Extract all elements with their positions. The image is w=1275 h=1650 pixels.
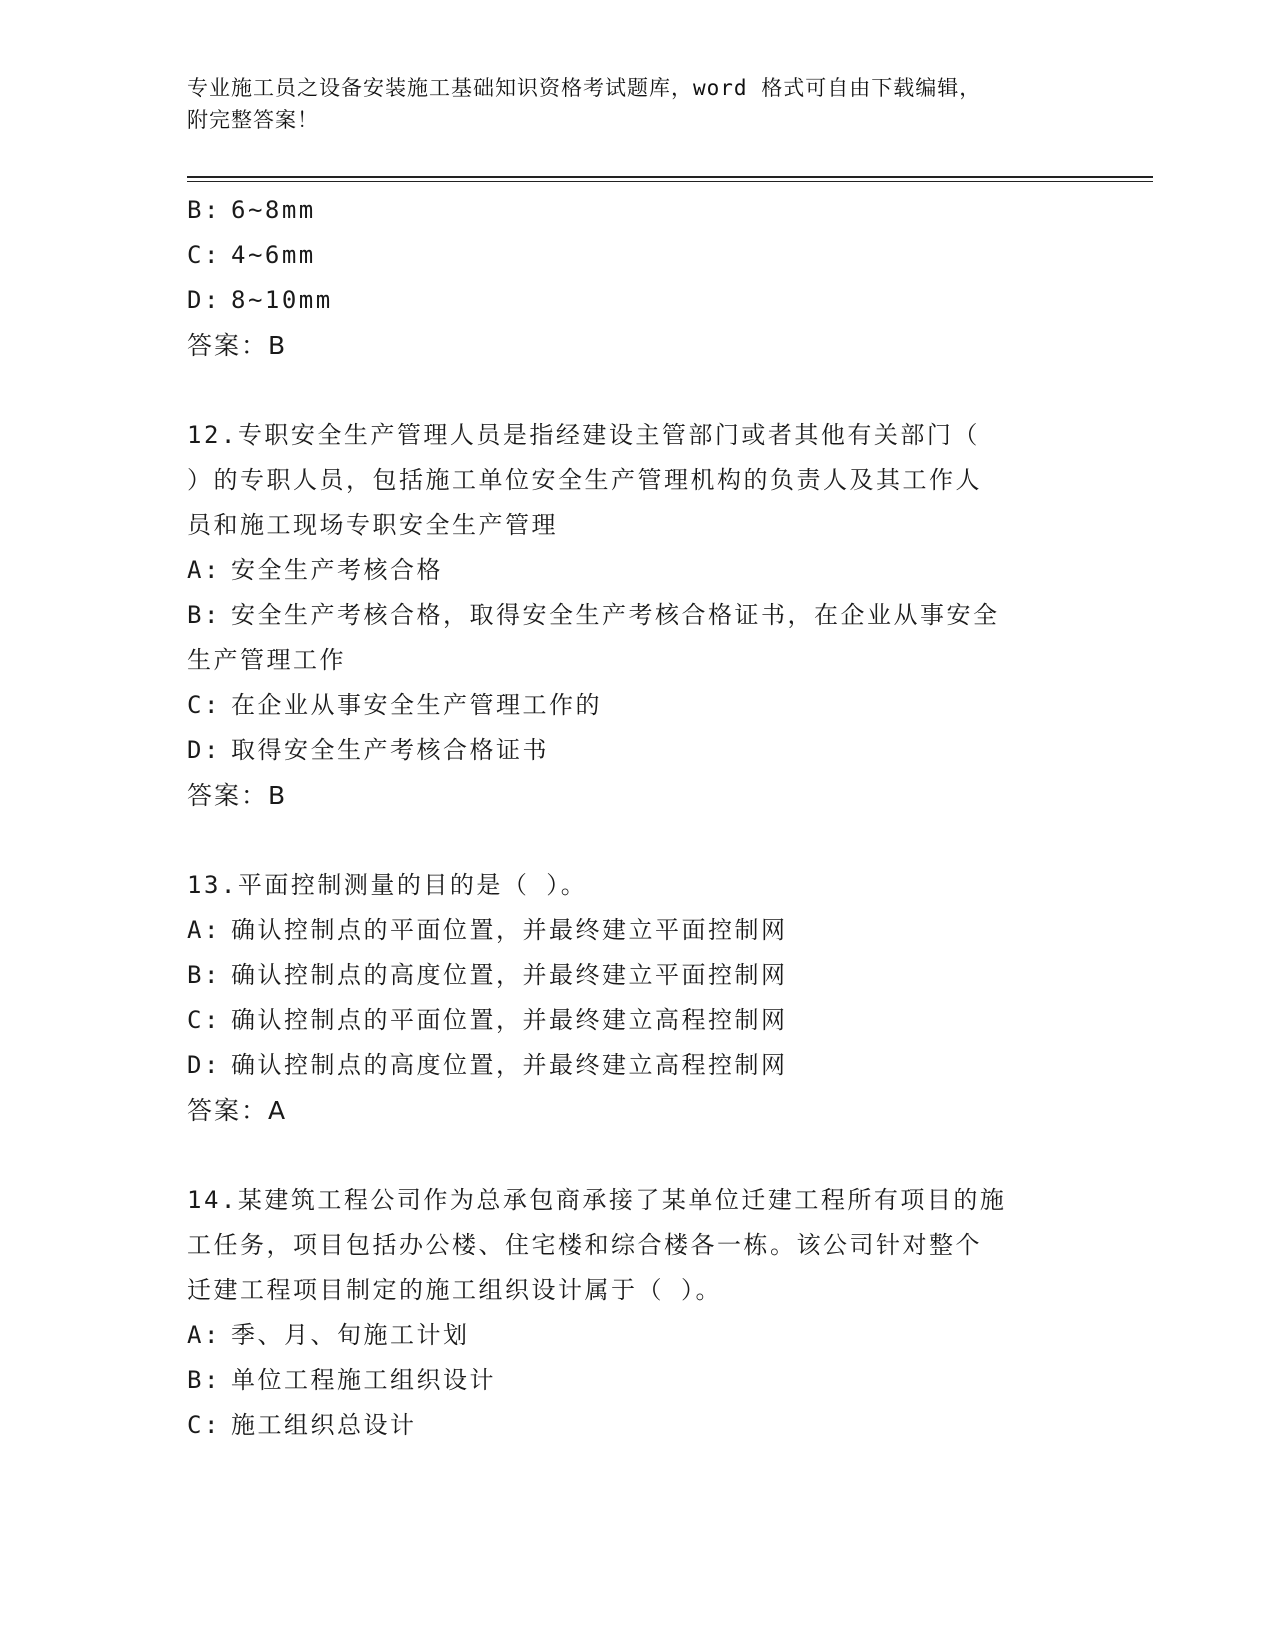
option-b [187,953,1087,998]
option-key: B: [187,196,221,224]
question-text-line: 工任务，项目包括办公楼、住宅楼和综合楼各一栋。该公司针对整个 [187,1231,982,1259]
document-body [187,188,1087,1448]
header-line-2: 附完整答案！ [187,108,319,132]
option-text: 单位工程施工组织设计 [231,1366,496,1394]
option-d [187,728,1087,773]
option-key: C: [187,691,221,719]
question-13 [187,863,1087,1134]
option-key: A: [187,916,221,944]
option-text: 8~10mm [231,286,333,314]
question-text-line: 14.某建筑工程公司作为总承包商承接了某单位迁建工程所有项目的施 [187,1186,1007,1214]
option-text: 施工组织总设计 [231,1411,417,1439]
option-key: D: [187,736,221,764]
option-text: 4~6mm [231,241,316,269]
header-rule-thin [187,181,1153,182]
option-b-continuation: 生产管理工作 [187,646,346,674]
question-14 [187,1178,1087,1448]
answer-line: 答案：B [187,331,288,360]
option-key: A: [187,1321,221,1349]
option-c [187,683,1087,728]
option-key: B: [187,961,221,989]
header-rule-thick [187,176,1153,178]
question-text-line: 员和施工现场专职安全生产管理 [187,511,558,539]
option-c [187,1403,1087,1448]
prev-question-options [187,188,1087,369]
option-key: C: [187,1411,221,1439]
answer-line: 答案：A [187,1096,288,1125]
option-text: 安全生产考核合格，取得安全生产考核合格证书，在企业从事安全 [231,601,1000,629]
question-text-line: 13.平面控制测量的目的是（ ）。 [187,871,588,899]
option-text: 6~8mm [231,196,316,224]
option-a [187,908,1087,953]
option-text: 确认控制点的平面位置，并最终建立高程控制网 [231,1006,788,1034]
option-key: D: [187,286,221,314]
option-text: 确认控制点的平面位置，并最终建立平面控制网 [231,916,788,944]
option-text: 确认控制点的高度位置，并最终建立平面控制网 [231,961,788,989]
option-d [187,1043,1087,1088]
option-key: C: [187,1006,221,1034]
option-a [187,1313,1087,1358]
question-12 [187,413,1087,819]
option-c [187,233,1087,278]
option-key: B: [187,601,221,629]
option-key: D: [187,1051,221,1079]
option-d [187,278,1087,323]
option-text: 安全生产考核合格 [231,556,443,584]
header-line-1: 专业施工员之设备安装施工基础知识资格考试题库，word 格式可自由下载编辑， [187,76,982,100]
option-text: 确认控制点的高度位置，并最终建立高程控制网 [231,1051,788,1079]
option-b [187,1358,1087,1403]
question-text-line: 12.专职安全生产管理人员是指经建设主管部门或者其他有关部门（ [187,421,980,449]
option-key: B: [187,1366,221,1394]
option-text: 季、月、旬施工计划 [231,1321,470,1349]
answer-line: 答案：B [187,781,288,810]
option-text: 在企业从事安全生产管理工作的 [231,691,602,719]
option-b [187,188,1087,233]
option-key: A: [187,556,221,584]
document-header [187,72,1067,136]
question-text-line: ）的专职人员，包括施工单位安全生产管理机构的负责人及其工作人 [187,466,982,494]
question-text-line: 迁建工程项目制定的施工组织设计属于（ ）。 [187,1276,722,1304]
option-a [187,548,1087,593]
option-text: 取得安全生产考核合格证书 [231,736,549,764]
option-b [187,593,1087,638]
option-c [187,998,1087,1043]
option-key: C: [187,241,221,269]
